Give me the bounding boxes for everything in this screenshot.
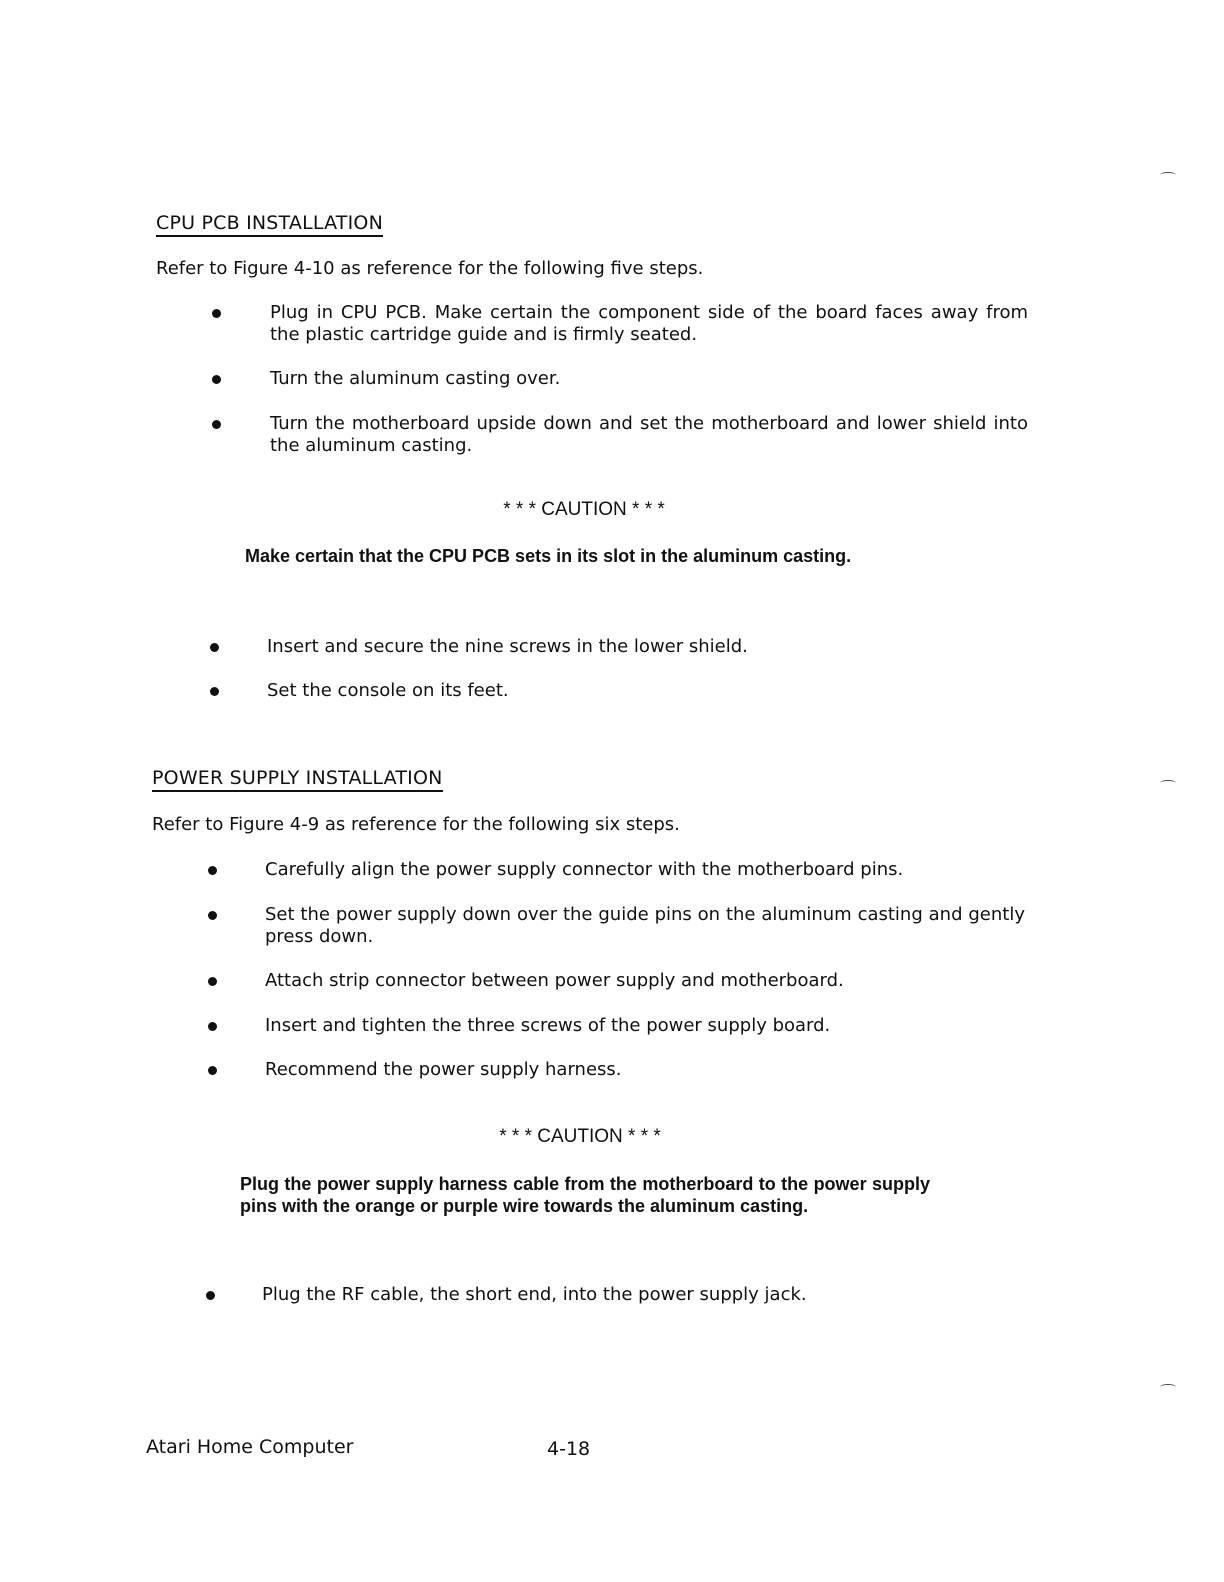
- page-number: 4-18: [547, 1438, 591, 1460]
- bullet-icon: [206, 1291, 215, 1300]
- bullet-icon: [208, 911, 217, 920]
- bullet-icon: [212, 420, 221, 429]
- bullet-icon: [212, 375, 221, 384]
- step-text: Turn the motherboard upside down and set the motherboard and lower shield into the aluminum casting.: [270, 413, 1028, 456]
- bullet-icon: [210, 643, 219, 652]
- step-text: Recommend the power supply harness.: [265, 1059, 622, 1080]
- caution-title: * * * CAUTION * * *: [499, 1126, 661, 1147]
- margin-mark: [1160, 1384, 1176, 1390]
- bullet-icon: [208, 1066, 217, 1075]
- step-text: Carefully align the power supply connector with the motherboard pins.: [265, 859, 904, 880]
- power-section-heading: POWER SUPPLY INSTALLATION: [152, 767, 443, 792]
- margin-mark: [1160, 172, 1176, 178]
- step-text: Insert and tighten the three screws of the power supply board.: [265, 1015, 831, 1036]
- step-text: Attach strip connector between power supply and motherboard.: [265, 970, 844, 991]
- bullet-icon: [210, 687, 219, 696]
- step-text: Set the power supply down over the guide pins on the aluminum casting and gently press down.: [265, 904, 1025, 947]
- step-text: Plug in CPU PCB. Make certain the component side of the board faces away from the plastic cartridge guide and is firmly seated.: [270, 302, 1028, 345]
- bullet-icon: [208, 977, 217, 986]
- step-text: Turn the aluminum casting over.: [270, 368, 561, 389]
- caution-text: Make certain that the CPU PCB sets in its slot in the aluminum casting.: [245, 546, 852, 566]
- footer-title: Atari Home Computer: [146, 1436, 354, 1458]
- bullet-icon: [208, 866, 217, 875]
- bullet-icon: [208, 1022, 217, 1031]
- cpu-section-intro: Refer to Figure 4-10 as reference for the following five steps.: [156, 258, 704, 279]
- bullet-icon: [212, 309, 221, 318]
- step-text: Insert and secure the nine screws in the lower shield.: [267, 636, 748, 657]
- caution-title: * * * CAUTION * * *: [503, 499, 665, 520]
- caution-text: Plug the power supply harness cable from the motherboard to the power supply pins with the orange or purple wire towards the aluminum casting.: [240, 1174, 930, 1216]
- power-section-intro: Refer to Figure 4-9 as reference for the following six steps.: [152, 814, 680, 835]
- cpu-section-heading: CPU PCB INSTALLATION: [156, 212, 383, 237]
- step-text: Set the console on its feet.: [267, 680, 509, 701]
- margin-mark: [1160, 780, 1176, 786]
- step-text: Plug the RF cable, the short end, into the power supply jack.: [262, 1284, 807, 1305]
